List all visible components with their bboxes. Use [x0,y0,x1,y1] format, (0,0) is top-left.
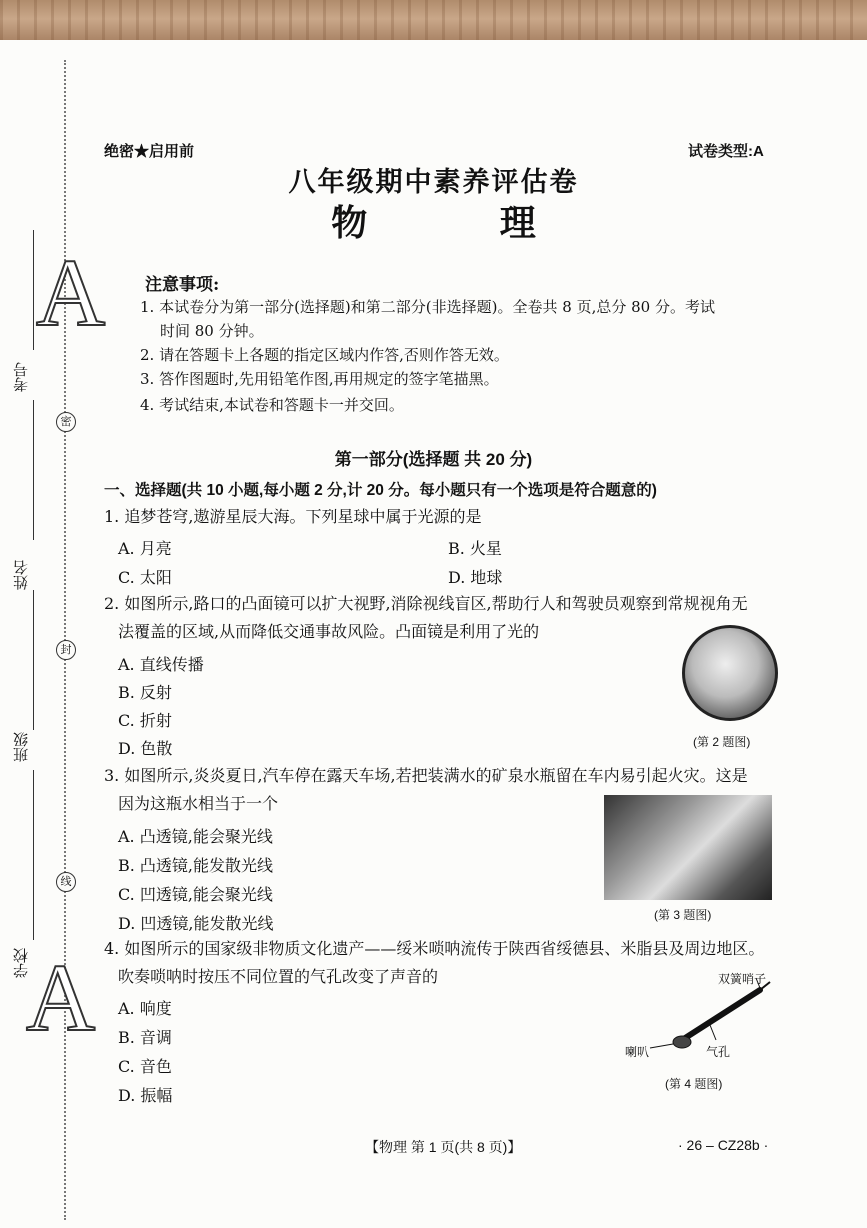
option: B. 音调 [118,1028,172,1047]
paper-type-letter: A [36,239,106,346]
notice-item: 3. 答作图题时,先用铅笔作图,再用规定的签字笔描黑。 [140,370,499,388]
notice-item: 时间 80 分钟。 [160,322,264,340]
figure-caption: (第 3 题图) [654,908,712,922]
option: C. 凹透镜,能会聚光线 [118,885,273,904]
field-label-school: 学校 [12,948,30,978]
question-stem: 法覆盖的区域,从而降低交通事故风险。凸面镜是利用了光的 [118,622,540,641]
option: D. 地球 [448,568,503,587]
secret-label: 绝密★启用前 [104,143,195,160]
figure-label-reed: 双簧哨子 [718,972,767,986]
figure-caption: (第 2 题图) [693,735,751,749]
option: D. 色散 [118,739,173,758]
section-instruction: 一、选择题(共 10 小题,每小题 2 分,计 20 分。每小题只有一个选项是符合题意的) [104,482,657,499]
paper-code: · 26 – CZ28b · [678,1137,769,1153]
option: C. 音色 [118,1057,172,1076]
section-title: 第一部分(选择题 共 20 分) [334,450,533,469]
notice-item: 1. 本试卷分为第一部分(选择题)和第二部分(非选择题)。全卷共 8 页,总分 80 分。考试 [140,298,715,316]
paper-type-label: 试卷类型:A [688,143,764,160]
option: D. 凹透镜,能发散光线 [118,914,274,933]
convex-mirror-figure [682,625,778,721]
question-stem: 因为这瓶水相当于一个 [118,794,279,813]
option: B. 反射 [118,683,172,702]
background-wood [0,0,867,42]
field-label-exam-number: 考号 [12,362,30,392]
seal-mark: 线 [56,872,76,892]
seal-mark: 密 [56,412,76,432]
option: A. 直线传播 [118,655,204,674]
option: D. 振幅 [118,1086,173,1105]
field-line [33,590,34,730]
option: B. 火星 [448,539,502,558]
question-stem: 3. 如图所示,炎炎夏日,汽车停在露天车场,若把装满水的矿泉水瓶留在车内易引起火灾。这是 [104,766,748,785]
field-line [33,770,34,940]
figure-label-bell: 喇叭 [625,1045,650,1059]
field-line [33,400,34,540]
notice-item: 2. 请在答题卡上各题的指定区域内作答,否则作答无效。 [140,346,509,364]
notice-item: 4. 考试结束,本试卷和答题卡一并交回。 [140,396,404,414]
field-line [33,230,34,350]
option: B. 凸透镜,能发散光线 [118,856,274,875]
notice-heading: 注意事项: [145,275,220,295]
question-stem: 1. 追梦苍穹,遨游星辰大海。下列星球中属于光源的是 [104,507,482,526]
option: A. 月亮 [118,539,172,558]
question-stem: 2. 如图所示,路口的凸面镜可以扩大视野,消除视线盲区,帮助行人和驾驶员观察到常规视角无 [104,594,748,613]
seal-mark: 封 [56,640,76,660]
subject-title: 物 理 [331,202,596,244]
field-label-class: 班级 [12,732,30,762]
option: A. 凸透镜,能会聚光线 [118,827,273,846]
option: A. 响度 [118,999,172,1018]
figure-caption: (第 4 题图) [665,1077,723,1091]
option: C. 折射 [118,711,172,730]
figure-label-hole: 气孔 [706,1045,731,1059]
exam-title: 八年级期中素养评估卷 [288,167,579,198]
water-bottle-figure [604,795,772,900]
question-stem: 4. 如图所示的国家级非物质文化遗产——绥米唢呐流传于陕西省绥德县、米脂县及周边地区。 [104,939,765,958]
option: C. 太阳 [118,568,172,587]
field-label-name: 姓名 [12,560,30,590]
paper-type-letter: A [26,944,96,1051]
question-stem: 吹奏唢呐时按压不同位置的气孔改变了声音的 [118,967,439,986]
page-number: 【物理 第 1 页(共 8 页)】 [365,1139,522,1155]
